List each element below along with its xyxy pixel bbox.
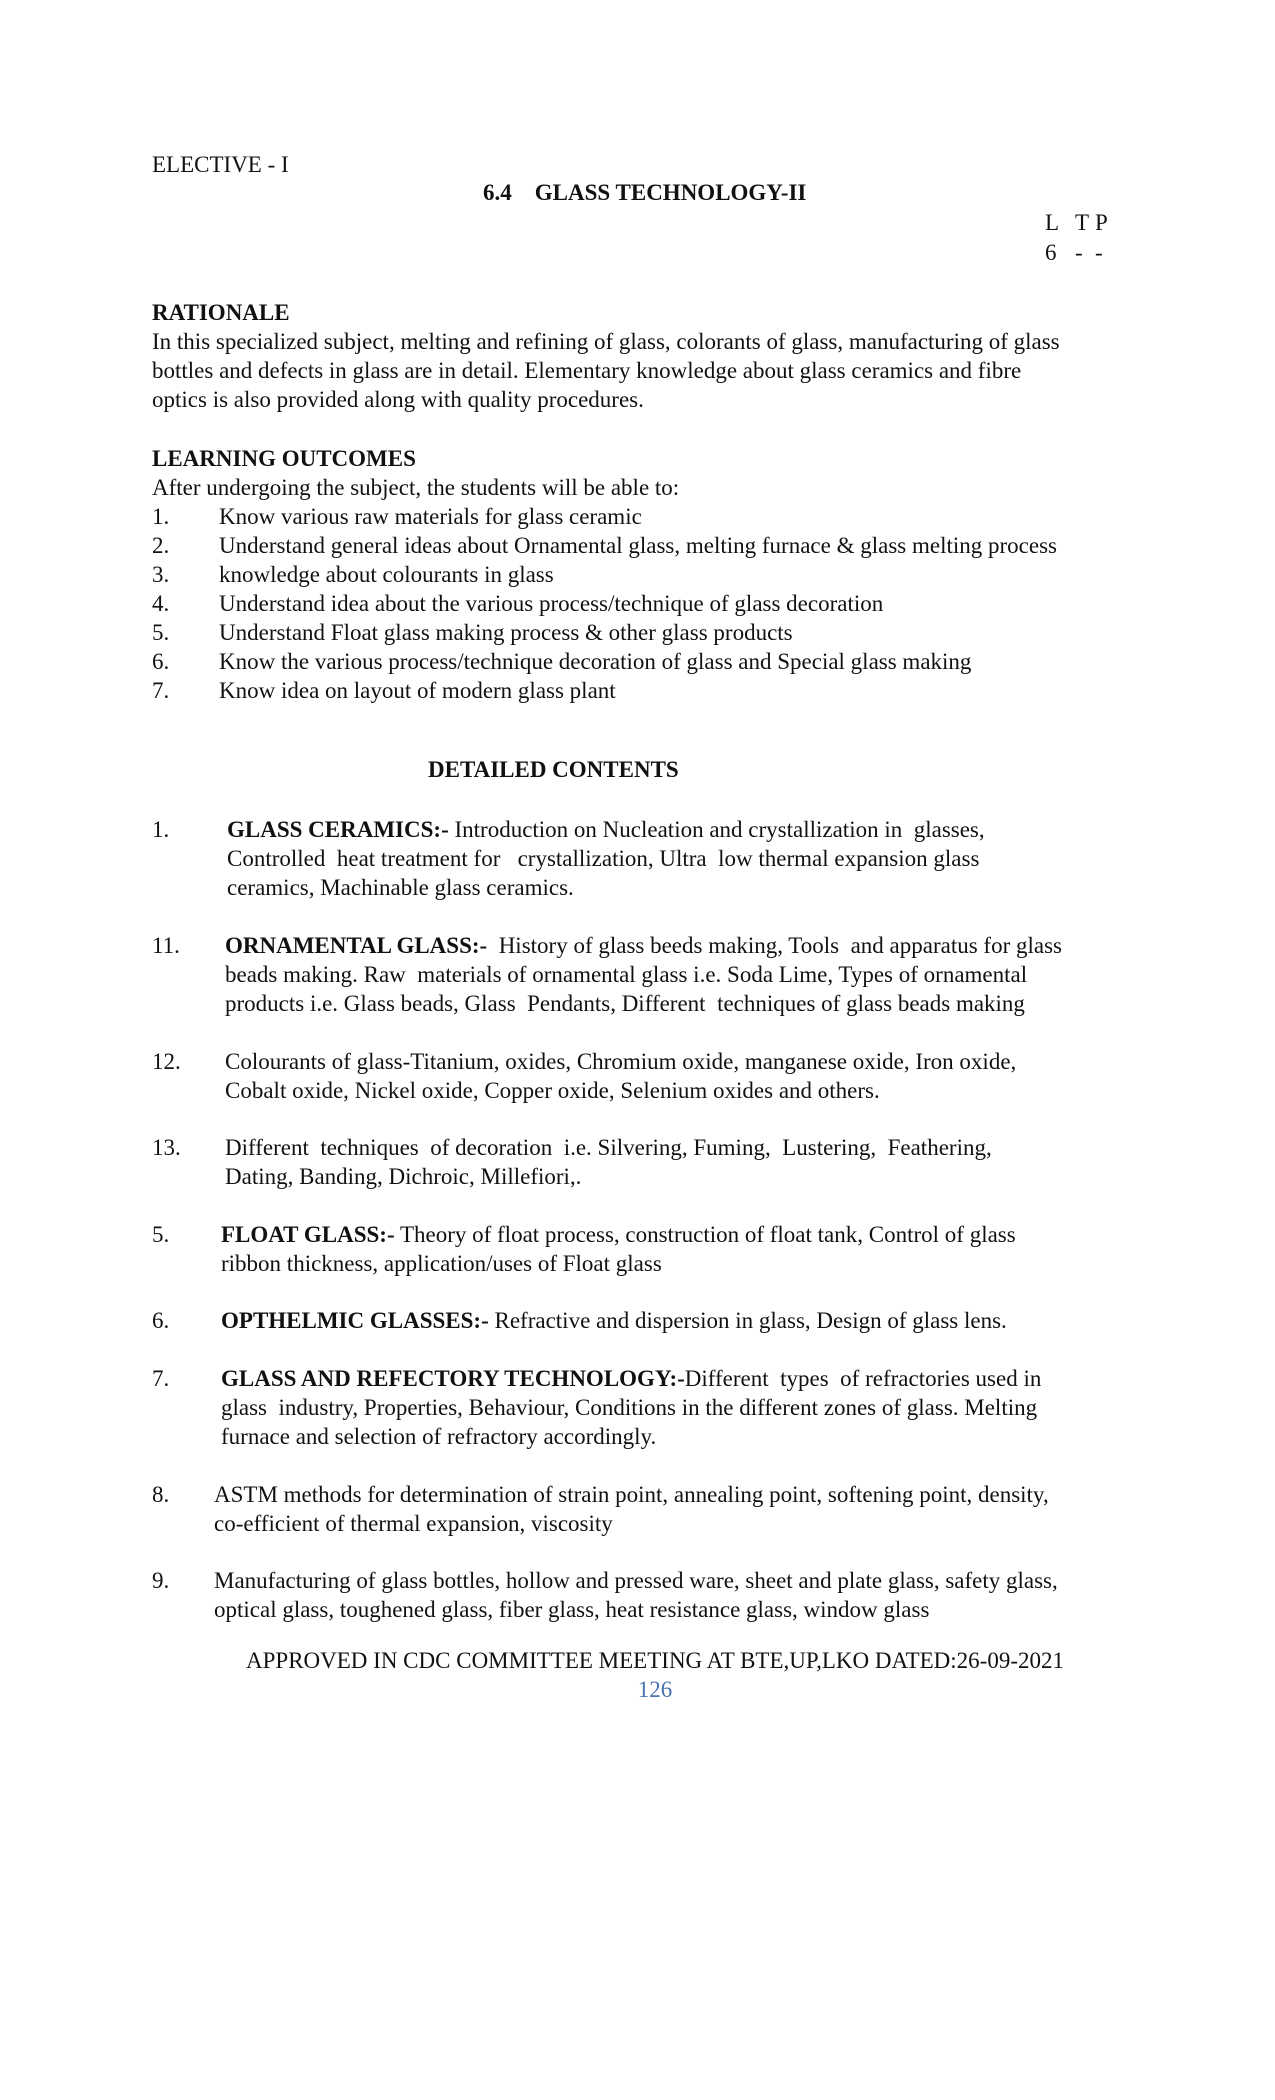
outcome-number: 1. (152, 504, 170, 529)
content-number: 8. (152, 1482, 170, 1507)
content-item-line (221, 1221, 1016, 1249)
content-number: 7. (152, 1366, 170, 1391)
ltp-header (1045, 210, 1108, 236)
content-item-line (227, 816, 985, 844)
content-item-text: Refractive and dispersion in glass, Design of glass lens. (488, 1308, 1007, 1333)
content-item-line: products i.e. Glass beads, Glass Pendants, Different techniques of glass beads making (225, 991, 1025, 1016)
content-item-line: Manufacturing of glass bottles, hollow and pressed ware, sheet and plate glass, safety glass, (214, 1568, 1058, 1593)
outcome-text: Understand idea about the various process/technique of glass decoration (219, 591, 884, 616)
rationale-line: bottles and defects in glass are in detail. Elementary knowledge about glass ceramics and fibre (152, 358, 1022, 383)
content-item-line (221, 1307, 1007, 1335)
outcome-text: Know idea on layout of modern glass plant (219, 678, 616, 703)
outcome-number: 2. (152, 533, 170, 558)
outcome-text: Know various raw materials for glass ceramic (219, 504, 642, 529)
content-item-title: GLASS CERAMICS:- (227, 817, 449, 842)
rationale-line: optics is also provided along with quality procedures. (152, 387, 644, 412)
outcome-text: Understand general ideas about Ornamental glass, melting furnace & glass melting process (219, 533, 1057, 558)
content-item-line: Colourants of glass-Titanium, oxides, Chromium oxide, manganese oxide, Iron oxide, (225, 1049, 1017, 1074)
content-item-title: GLASS AND REFECTORY TECHNOLOGY:- (221, 1366, 685, 1391)
content-item-title: ORNAMENTAL GLASS:- (225, 933, 488, 958)
approval-footer: APPROVED IN CDC COMMITTEE MEETING AT BTE,UP,LKO DATED:26-09-2021 (246, 1648, 1064, 1673)
rationale-line: In this specialized subject, melting and refining of glass, colorants of glass, manufacturing of glass (152, 329, 1060, 354)
ltp-value-p: - (1095, 240, 1103, 265)
ltp-value-l: 6 (1045, 240, 1057, 265)
outcome-text: Know the various process/technique decoration of glass and Special glass making (219, 649, 972, 674)
ltp-label-t: T (1075, 210, 1090, 235)
learning-outcomes-heading: LEARNING OUTCOMES (152, 446, 416, 471)
rationale-heading: RATIONALE (152, 300, 290, 325)
outcome-number: 5. (152, 620, 170, 645)
ltp-label-l: L (1045, 210, 1060, 235)
outcome-text: Understand Float glass making process & other glass products (219, 620, 793, 645)
content-number: 1. (152, 817, 170, 842)
outcome-number: 7. (152, 678, 170, 703)
content-number: 5. (152, 1222, 170, 1247)
content-item-line: Controlled heat treatment for crystallization, Ultra low thermal expansion glass (227, 846, 980, 871)
content-item-line: optical glass, toughened glass, fiber glass, heat resistance glass, window glass (214, 1597, 930, 1622)
content-number: 11. (152, 933, 180, 958)
content-item-line: Different techniques of decoration i.e. Silvering, Fuming, Lustering, Feathering, (225, 1135, 992, 1160)
outcome-text: knowledge about colourants in glass (219, 562, 554, 587)
content-number: 6. (152, 1308, 170, 1333)
outcome-number: 4. (152, 591, 170, 616)
outcome-number: 3. (152, 562, 170, 587)
outcome-number: 6. (152, 649, 170, 674)
content-item-line: furnace and selection of refractory accordingly. (221, 1424, 657, 1449)
content-item-text: Introduction on Nucleation and crystallization in glasses, (448, 817, 985, 842)
content-item-line: Dating, Banding, Dichroic, Millefiori,. (225, 1164, 582, 1189)
content-item-line: co-efficient of thermal expansion, viscosity (214, 1511, 613, 1536)
content-item-line: ribbon thickness, application/uses of Float glass (221, 1251, 662, 1276)
content-item-title: OPTHELMIC GLASSES:- (221, 1308, 489, 1333)
course-title: 6.4 GLASS TECHNOLOGY-II (483, 180, 807, 205)
content-number: 13. (152, 1135, 181, 1160)
learning-outcomes-intro: After undergoing the subject, the students will be able to: (152, 475, 680, 500)
content-item-line: ceramics, Machinable glass ceramics. (227, 875, 574, 900)
content-item-title: FLOAT GLASS:- (221, 1222, 395, 1247)
content-item-line: glass industry, Properties, Behaviour, Conditions in the different zones of glass. Melting (221, 1395, 1038, 1420)
content-item-line (225, 932, 1062, 960)
content-item-line: Cobalt oxide, Nickel oxide, Copper oxide, Selenium oxides and others. (225, 1078, 880, 1103)
content-number: 9. (152, 1568, 170, 1593)
ltp-label-p: P (1095, 210, 1108, 235)
content-item-text: Theory of float process, construction of float tank, Control of glass (394, 1222, 1016, 1247)
content-number: 12. (152, 1049, 181, 1074)
content-item-text: History of glass beeds making, Tools and apparatus for glass (487, 933, 1062, 958)
elective-label: ELECTIVE - I (152, 152, 289, 177)
ltp-values (1045, 240, 1103, 266)
ltp-value-t: - (1075, 240, 1083, 265)
content-item-line: ASTM methods for determination of strain point, annealing point, softening point, density, (214, 1482, 1049, 1507)
content-item-text: Different types of refractories used in (684, 1366, 1042, 1391)
page-number: 126 (637, 1677, 673, 1702)
content-item-line (221, 1365, 1041, 1393)
content-item-line: beads making. Raw materials of ornamental glass i.e. Soda Lime, Types of ornamental (225, 962, 1028, 987)
detailed-contents-heading: DETAILED CONTENTS (428, 757, 679, 782)
